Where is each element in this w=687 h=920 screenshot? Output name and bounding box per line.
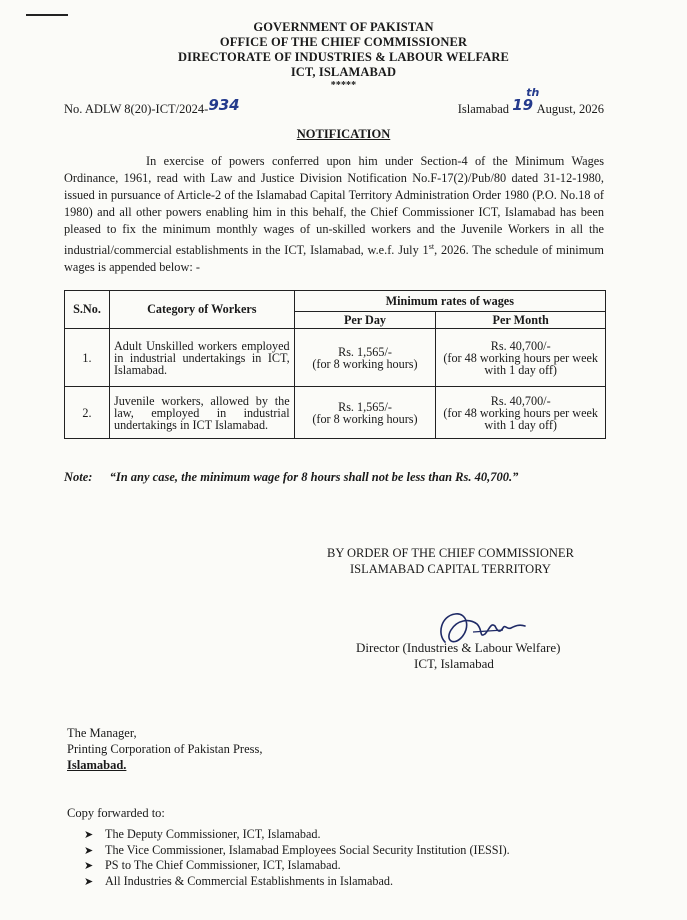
header-per-month: Per Month <box>436 312 606 329</box>
header-per-day: Per Day <box>294 312 436 329</box>
addressee <box>67 725 262 773</box>
signatory-place: ICT, Islamabad <box>414 656 494 671</box>
addressee-line-1: The Manager, <box>67 726 137 740</box>
copy-forwarded-label: Copy forwarded to: <box>67 806 165 820</box>
per-month-note: (for 48 working hours per week with 1 day off) <box>443 405 598 432</box>
row-sno: 1. <box>65 329 110 387</box>
note <box>64 470 518 485</box>
copy-list <box>84 827 510 889</box>
per-month-rate: Rs. 40,700/- <box>490 338 551 353</box>
list-item <box>84 843 510 859</box>
reference-day-handwritten: 19 <box>512 96 534 114</box>
per-month-rate: Rs. 40,700/- <box>490 393 551 408</box>
row-per-day <box>294 329 436 387</box>
addressee-line-2: Printing Corporation of Pakistan Press, <box>67 742 263 756</box>
arrow-bullet-icon: ➤ <box>84 843 94 857</box>
order-line-2: ISLAMABAD CAPITAL TERRITORY <box>350 562 551 576</box>
signatory <box>356 640 560 672</box>
list-item <box>84 827 510 843</box>
per-day-rate: Rs. 1,565/- <box>338 399 392 414</box>
corner-mark <box>26 14 68 16</box>
per-day-note: (for 8 working hours) <box>312 411 418 426</box>
signatory-title: Director (Industries & Labour Welfare) <box>356 640 561 655</box>
copy-item-text: All Industries & Commercial Establishments in Islamabad. <box>105 873 394 888</box>
notification-title: NOTIFICATION <box>296 127 391 141</box>
per-day-note: (for 8 working hours) <box>312 356 418 371</box>
notification-paragraph <box>64 153 604 276</box>
header-sno: S.No. <box>65 291 110 329</box>
paragraph-superscript: st <box>428 242 435 251</box>
letterhead <box>0 20 687 91</box>
letterhead-location: ICT, ISLAMABAD <box>290 65 397 79</box>
row-per-day <box>294 387 436 439</box>
table-row <box>65 329 606 387</box>
note-text: “In any case, the minimum wage for 8 hours shall not be less than Rs. 40,700.” <box>109 470 519 484</box>
per-month-note: (for 48 working hours per week with 1 day off) <box>443 350 598 377</box>
reference-date <box>457 86 604 117</box>
table-header-row <box>65 291 606 312</box>
reference-place: Islamabad <box>457 102 510 116</box>
reference-number-prefix: No. ADLW 8(20)-ICT/2024- <box>64 102 209 116</box>
header-category: Category of Workers <box>109 291 294 329</box>
row-category: Adult Unskilled workers employed in industrial undertakings in ICT, Islamabad. <box>109 329 294 387</box>
order-line-1: BY ORDER OF THE CHIEF COMMISSIONER <box>327 546 574 560</box>
row-sno: 2. <box>65 387 110 439</box>
header-min-rates: Minimum rates of wages <box>294 291 605 312</box>
wages-table <box>64 290 606 439</box>
reference-day-suffix: th <box>526 86 540 99</box>
row-per-month <box>436 329 606 387</box>
table-row <box>65 387 606 439</box>
copy-item-text: The Deputy Commissioner, ICT, Islamabad. <box>105 827 321 841</box>
letterhead-office: OFFICE OF THE CHIEF COMMISSIONER <box>219 35 468 49</box>
per-day-rate: Rs. 1,565/- <box>338 344 392 359</box>
copy-item-text: PS to The Chief Commissioner, ICT, Islamabad. <box>105 858 341 872</box>
letterhead-government: GOVERNMENT OF PAKISTAN <box>253 20 434 34</box>
paragraph-part2: , 2026. The schedule of minimum wages is appended below: - <box>64 243 604 275</box>
order-block <box>327 545 574 577</box>
addressee-line-3: Islamabad. <box>67 758 127 772</box>
list-item <box>84 874 510 890</box>
note-label: Note: <box>64 470 93 484</box>
letterhead-directorate: DIRECTORATE OF INDUSTRIES & LABOUR WELFARE <box>178 50 509 64</box>
reference-date-rest: August, 2026 <box>536 102 604 116</box>
row-per-month <box>436 387 606 439</box>
list-item <box>84 858 510 874</box>
arrow-bullet-icon: ➤ <box>84 828 94 841</box>
arrow-bullet-icon: ➤ <box>84 859 94 872</box>
row-category: Juvenile workers, allowed by the law, employed in industrial undertakings in ICT Islamabad. <box>109 387 294 439</box>
copy-item-text: The Vice Commissioner, Islamabad Employees Social Security Institution (IESSI). <box>105 842 510 857</box>
paragraph-part1: In exercise of powers conferred upon him under Section-4 of the Minimum Wages Ordinance, 1961, read with Law and Justice Division Notification No.F-17(2)/Pub/80 dated 31-12-1980, issued in pursuance of Article-2 of the Islamabad Capital Territory Administration Order 1980 (P.O. No.18 of 1980) and all other powers enabling him in this behalf, the Chief Commissioner ICT, Islamabad has been pleased to fix the minimum monthly wages of un-skilled workers and the Juvenile Workers in all the industrial/commercial establishments in the ICT, Islamabad, w.e.f. July 1 <box>64 154 604 258</box>
letterhead-stars: ***** <box>330 80 357 91</box>
arrow-bullet-icon: ➤ <box>84 874 94 888</box>
reference-number-handwritten: 934 <box>208 96 240 114</box>
reference-line <box>64 86 604 117</box>
reference-number <box>64 96 240 117</box>
